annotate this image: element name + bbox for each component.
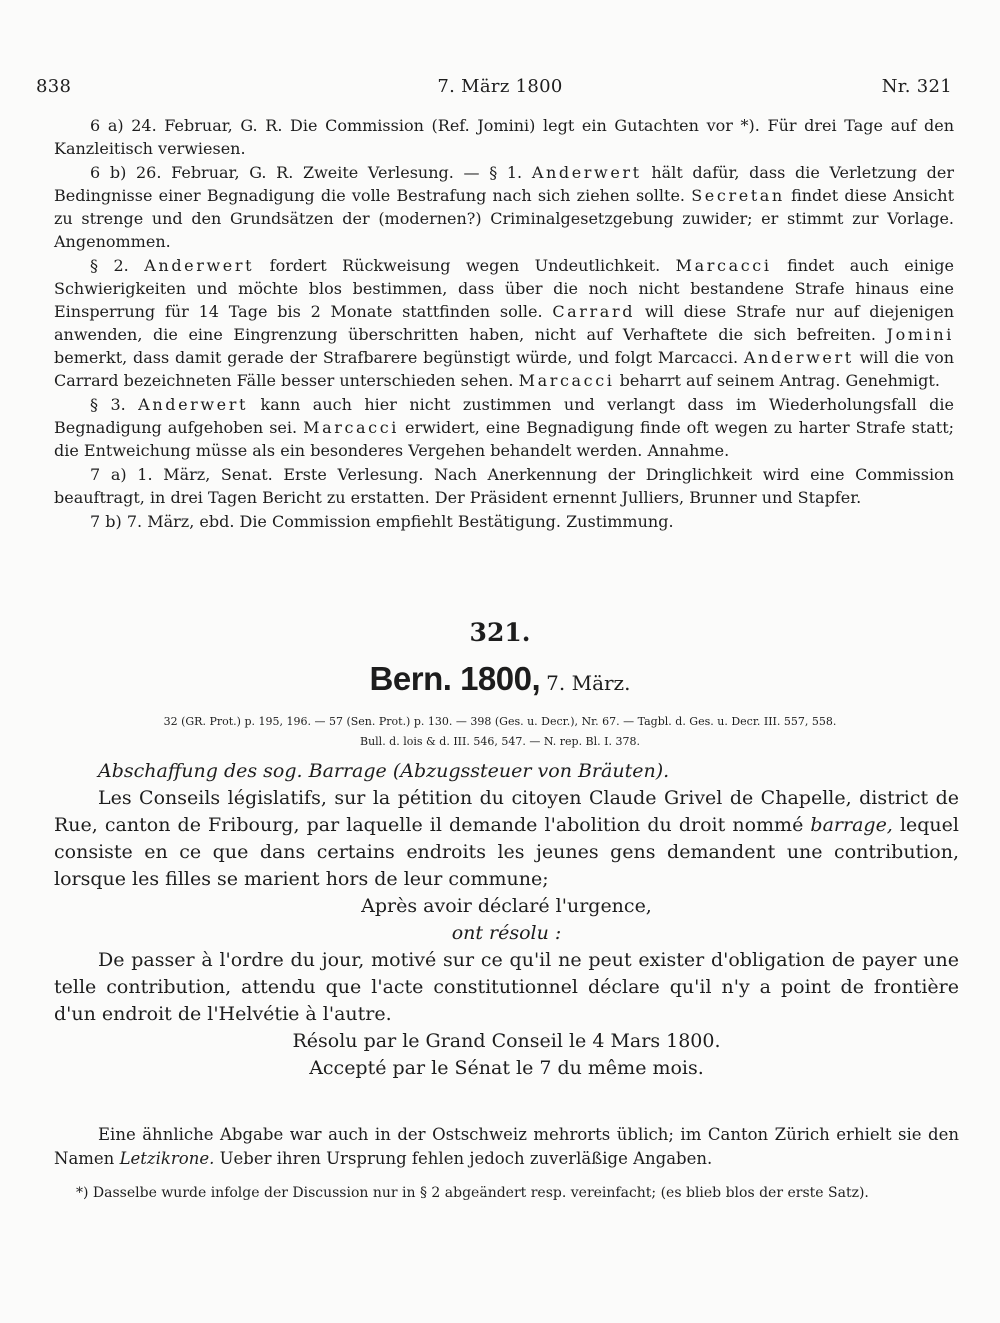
paragraph-6b: 6 b) 26. Februar, G. R. Zweite Verlesung. — § 1. Anderwert hält dafür, dass die Verletzung der Bedingnisse einer Begnadigung die volle Bestrafung nach sich ziehen sollte. Secretan findet diese Ansicht zu strenge und den Grundsätzen der (modernen?) Criminalgesetzgebung zuwider; er stimmt zur Vorlage. Angenommen. bbox=[54, 163, 954, 251]
speaker-name: Marcacci bbox=[675, 256, 772, 275]
paragraph-6a: 6 a) 24. Februar, G. R. Die Commission (Ref. Jomini) legt ein Gutachten vor *). Für drei Tage auf den Kanzleitisch verwiesen. bbox=[54, 116, 954, 158]
decision: De passer à l'ordre du jour, motivé sur ce qu'il ne peut exister d'obligation de payer une telle contribution, attendu que l'acte constitutionnel déclare qu'il n'y a point de frontière d'un endroit de l'Helvétie à l'autre. bbox=[54, 949, 959, 1025]
speaker-name: Jomini bbox=[886, 325, 954, 344]
resolution-text bbox=[54, 758, 959, 1082]
running-date: 7. März 1800 bbox=[437, 76, 563, 97]
source-references: 32 (GR. Prot.) p. 195, 196. — 57 (Sen. Prot.) p. 130. — 398 (Ges. u. Decr.), Nr. 67. — Tagbl. d. Ges. u. Decr. III. 557, 558. Bull. d. lois & d. III. 546, 547. — N. rep. Bl. I. 378. bbox=[163, 715, 837, 748]
heading-date: 7. März. bbox=[546, 671, 631, 695]
speaker-name: Secretan bbox=[691, 186, 785, 205]
document-number: 321. bbox=[469, 618, 531, 647]
speaker-name: Carrard bbox=[552, 302, 636, 321]
preceding-proceedings bbox=[54, 114, 954, 534]
document-heading bbox=[0, 660, 1000, 698]
accepted-line: Accepté par le Sénat le 7 du même mois. bbox=[309, 1057, 704, 1079]
paragraph-7b: 7 b) 7. März, ebd. Die Commission empfiehlt Bestätigung. Zustimmung. bbox=[90, 512, 674, 531]
speaker-name: Anderwert bbox=[743, 348, 854, 367]
speaker-name: Anderwert bbox=[144, 256, 255, 275]
resolu-line: ont résolu : bbox=[451, 922, 562, 944]
resolved-line: Résolu par le Grand Conseil le 4 Mars 1800. bbox=[292, 1030, 721, 1052]
place-year: Bern. 1800, bbox=[369, 660, 541, 697]
editor-note: Eine ähnliche Abgabe war auch in der Ostschweiz mehrorts üblich; im Canton Zürich erhielt sie den Namen Letzikrone. Ueber ihren Ursprung fehlen jedoch zuverläßige Angaben. bbox=[54, 1125, 959, 1168]
speaker-name: Anderwert bbox=[138, 395, 249, 414]
page-number: 838 bbox=[36, 76, 72, 97]
urgence-line: Après avoir déclaré l'urgence, bbox=[361, 895, 652, 917]
paragraph-7a: 7 a) 1. März, Senat. Erste Verlesung. Nach Anerkennung der Dringlichkeit wird eine Commission beauftragt, in drei Tagen Bericht zu erstatten. Der Präsident ernennt Julliers, Brunner und Stapfer. bbox=[54, 465, 954, 507]
subject-line: Abschaffung des sog. Barrage (Abzugssteuer von Bräuten). bbox=[98, 760, 670, 782]
preamble: Les Conseils législatifs, sur la pétition du citoyen Claude Grivel de Chapelle, district de Rue, canton de Fribourg, par laquelle il demande l'abolition du droit nommé barrage, lequel consiste en ce que dans certains endroits les jeunes gens demandent une contribution, lorsque les filles se marient hors de leur commune; bbox=[54, 787, 959, 890]
speaker-name: Anderwert bbox=[531, 163, 642, 182]
footnote: *) Dasselbe wurde infolge der Discussion nur in § 2 abgeändert resp. vereinfacht; (es blieb blos der erste Satz). bbox=[76, 1185, 869, 1201]
speaker-name: Marcacci bbox=[303, 418, 400, 437]
document-number-header: Nr. 321 bbox=[881, 76, 952, 97]
paragraph-section-2: § 2. Anderwert fordert Rückweisung wegen Undeutlichkeit. Marcacci findet auch einige Schwierigkeiten und möchte blos bestimmen, dass über die noch nicht bestandene Strafe hinaus eine Einsperrung für 14 Tage bis 2 Monate stattfinden solle. Carrard will diese Strafe nur auf diejenigen anwenden, die eine Eingrenzung überschritten haben, nicht auf Verhaftete die sich befreiten. Jomini bemerkt, dass damit gerade der Strafbarere begünstigt würde, und folgt Marcacci. Anderwert will die von Carrard bezeichneten Fälle besser unterschieden sehen. Marcacci beharrt auf seinem Antrag. Genehmigt. bbox=[54, 256, 955, 390]
speaker-name: Marcacci bbox=[518, 371, 615, 390]
paragraph-section-3: § 3. Anderwert kann auch hier nicht zustimmen und verlangt dass im Wiederholungsfall die Begnadigung aufgehoben sei. Marcacci erwidert, eine Begnadigung finde oft wegen zu harter Strafe statt; die Entweichung müsse als ein besonderes Vergehen behandelt werden. Annahme. bbox=[54, 395, 955, 460]
